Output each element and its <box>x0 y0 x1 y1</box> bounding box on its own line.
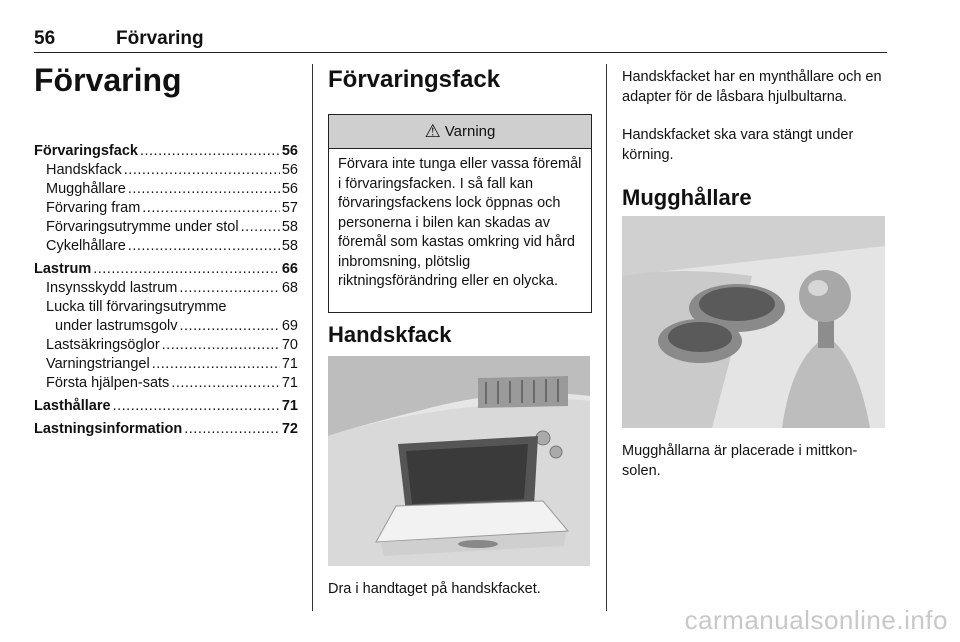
toc-entry <box>34 199 298 218</box>
toc-entry-page: 66 <box>281 261 298 277</box>
toc-entry <box>34 397 298 416</box>
toc-entry-page: 57 <box>281 200 298 216</box>
warning-text: Förvara inte tunga eller vassa föremål i förvaringsfacken. I så fall kan förvaringsfackens lock öppnas och personerna i bilen kan skadas av föremål som kastas omkring vid hård inbromsning, plötslig riktningsförändring eller en olycka. <box>338 156 582 289</box>
toc-leader-dots <box>162 336 280 355</box>
warning-icon: ⚠ <box>424 121 441 141</box>
toc-entry-label: Cykelhållare <box>46 238 126 254</box>
column-divider <box>606 64 607 611</box>
toc-entry-page: 71 <box>281 356 298 372</box>
toc-entry-label: Förvaring fram <box>46 200 141 216</box>
toc-entry-label: Insynsskydd lastrum <box>46 280 178 296</box>
section-heading-handskfack: Handskfack <box>328 322 452 347</box>
toc-leader-dots <box>128 180 280 199</box>
warning-header <box>329 115 591 149</box>
toc-leader-dots <box>93 260 280 279</box>
toc-entry-page: 71 <box>281 398 298 414</box>
toc-leader-dots <box>142 199 280 218</box>
toc-entry <box>34 142 298 161</box>
toc-entry-page: 56 <box>281 143 298 159</box>
warning-title: Varning <box>444 123 496 140</box>
toc-leader-dots <box>171 374 280 393</box>
toc-entry-label: under lastrumsgolv <box>55 318 178 334</box>
toc-entry <box>34 298 298 317</box>
header-section-title: Förvaring <box>116 28 204 49</box>
toc-leader-dots <box>113 397 280 416</box>
toc-leader-dots <box>180 317 280 336</box>
toc-entry-label: Lastsäkringsöglor <box>46 337 160 353</box>
glovebox-paragraph-1: Handskfacket har en mynthållare och en adapter för de låsbara hjulbultarna. <box>622 69 882 105</box>
toc-entry <box>34 218 298 237</box>
warning-box <box>328 114 592 313</box>
toc-leader-dots <box>124 161 280 180</box>
toc-entry-label: Förvaringsutrymme under stol <box>46 219 239 235</box>
toc-entry-page: 71 <box>281 375 298 391</box>
column-divider <box>312 64 313 611</box>
toc-entry <box>34 161 298 180</box>
toc-entry-label: Lasthållare <box>34 398 111 414</box>
toc-entry-page: 56 <box>281 162 298 178</box>
toc-entry-page: 58 <box>281 238 298 254</box>
section-heading-forvaringsfack: Förvaringsfack <box>328 66 501 93</box>
cupholder-caption: Mugghållarna är placerade i mittkonsolen. <box>622 443 858 479</box>
glovebox-image <box>328 356 590 566</box>
toc-entry-label: Mugghållare <box>46 181 126 197</box>
toc-entry-page: 69 <box>281 318 298 334</box>
toc-leader-dots <box>152 355 280 374</box>
toc-entry-label: Förvaringsfack <box>34 143 138 159</box>
toc-entry-page: 70 <box>281 337 298 353</box>
page-header <box>34 28 887 53</box>
toc-entry <box>34 336 298 355</box>
toc-leader-dots <box>128 237 280 256</box>
cupholder-image <box>622 216 885 428</box>
toc-entry-label: Lastrum <box>34 261 92 277</box>
toc-leader-dots <box>184 420 280 439</box>
toc-leader-dots <box>179 279 280 298</box>
toc-entry-label: Lucka till förvaringsutrymme <box>46 299 227 315</box>
toc-entry-label: Varningstriangel <box>46 356 150 372</box>
toc-entry-page: 68 <box>281 280 298 296</box>
toc-entry <box>34 180 298 199</box>
toc-entry-page: 58 <box>281 219 298 235</box>
toc-entry <box>34 374 298 393</box>
glovebox-caption: Dra i handtaget på handskfacket. <box>328 581 541 597</box>
toc-entry-label: Handskfack <box>46 162 122 178</box>
toc-entry-label: Lastningsinformation <box>34 421 183 437</box>
page-number: 56 <box>34 28 56 49</box>
glovebox-paragraph-2: Handskfacket ska vara stängt under körning. <box>622 127 854 163</box>
toc-entry <box>34 237 298 256</box>
toc-leader-dots <box>241 218 280 237</box>
toc-entry <box>34 279 298 298</box>
toc-entry-label: Första hjälpen-sats <box>46 375 170 391</box>
toc-entry <box>34 420 298 439</box>
table-of-contents <box>34 142 298 439</box>
toc-entry <box>34 260 298 279</box>
toc-entry-page: 72 <box>281 421 298 437</box>
toc-leader-dots <box>140 142 280 161</box>
toc-entry <box>34 317 298 336</box>
section-heading-mugghallare: Mugghållare <box>622 185 752 210</box>
toc-entry-page: 56 <box>281 181 298 197</box>
chapter-title: Förvaring <box>34 62 182 98</box>
toc-entry <box>34 355 298 374</box>
watermark: carmanualsonline.info <box>684 605 948 635</box>
